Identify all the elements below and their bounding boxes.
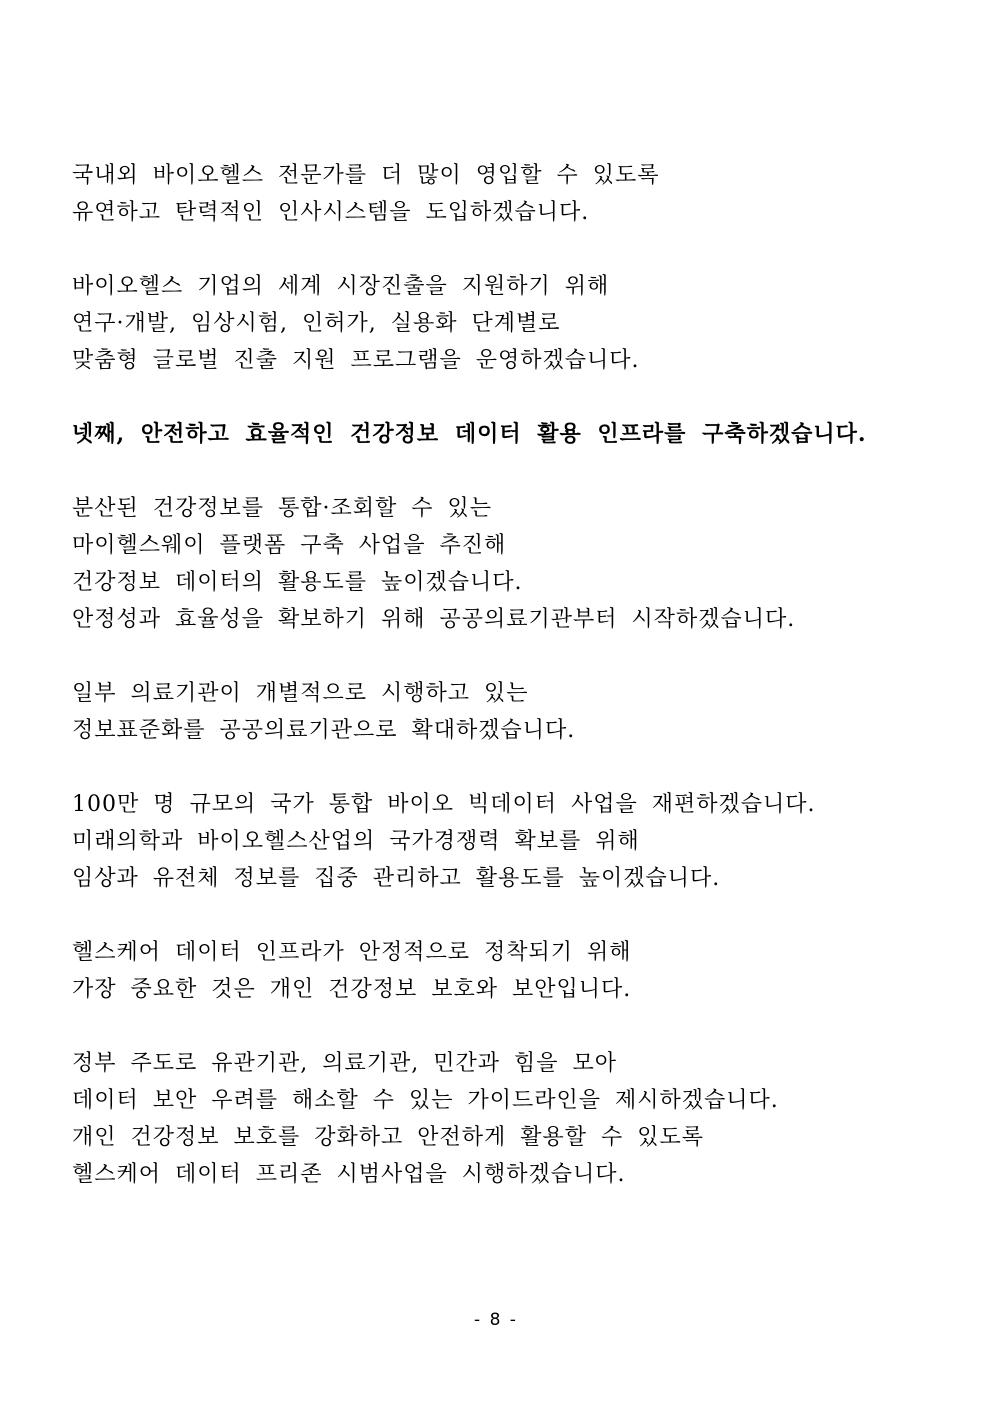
text-line: 연구·개발, 임상시험, 인허가, 실용화 단계별로 [72,311,561,336]
section-heading [72,416,952,453]
text-line: 맞춤형 글로벌 진출 지원 프로그램을 운영하겠습니다. [72,348,640,373]
paragraph-2 [72,268,952,379]
text-line: 건강정보 데이터의 활용도를 높이겠습니다. [72,570,523,595]
section-heading-text: 넷째, 안전하고 효율적인 건강정보 데이터 활용 인프라를 구축하겠습니다. [72,421,867,447]
paragraph-7 [72,1045,952,1193]
text-line: 미래의학과 바이오헬스산업의 국가경쟁력 확보를 위해 [72,829,640,854]
text-line: 헬스케어 데이터 프리존 시범사업을 시행하겠습니다. [72,1162,626,1187]
text-line: 임상과 유전체 정보를 집중 관리하고 활용도를 높이겠습니다. [72,866,721,891]
text-line: 일부 의료기관이 개별적으로 시행하고 있는 [72,681,529,706]
paragraph-1 [72,157,952,231]
document-body [72,157,952,1230]
text-line: 100만 명 규모의 국가 통합 바이오 빅데이터 사업을 재편하겠습니다. [72,792,816,817]
text-line: 안정성과 효율성을 확보하기 위해 공공의료기관부터 시작하겠습니다. [72,607,796,632]
text-line: 정부 주도로 유관기관, 의료기관, 민간과 힘을 모아 [72,1051,617,1076]
text-line: 국내외 바이오헬스 전문가를 더 많이 영입할 수 있도록 [72,163,660,188]
text-line: 유연하고 탄력적인 인사시스템을 도입하겠습니다. [72,200,590,225]
paragraph-6 [72,934,952,1008]
text-line: 정보표준화를 공공의료기관으로 확대하겠습니다. [72,718,576,743]
text-line: 마이헬스웨이 플랫폼 구축 사업을 추진해 [72,533,507,558]
text-line: 헬스케어 데이터 인프라가 안정적으로 정착되기 위해 [72,940,632,965]
text-line: 바이오헬스 기업의 세계 시장진출을 지원하기 위해 [72,274,610,299]
paragraph-4 [72,675,952,749]
text-line: 분산된 건강정보를 통합·조회할 수 있는 [72,496,492,521]
paragraph-5 [72,786,952,897]
text-line: 개인 건강정보 보호를 강화하고 안전하게 활용할 수 있도록 [72,1125,705,1150]
page-number: - 8 - [474,1310,518,1330]
text-line: 가장 중요한 것은 개인 건강정보 보호와 보안입니다. [72,977,632,1002]
paragraph-3 [72,490,952,638]
text-line: 데이터 보안 우려를 해소할 수 있는 가이드라인을 제시하겠습니다. [72,1088,779,1113]
